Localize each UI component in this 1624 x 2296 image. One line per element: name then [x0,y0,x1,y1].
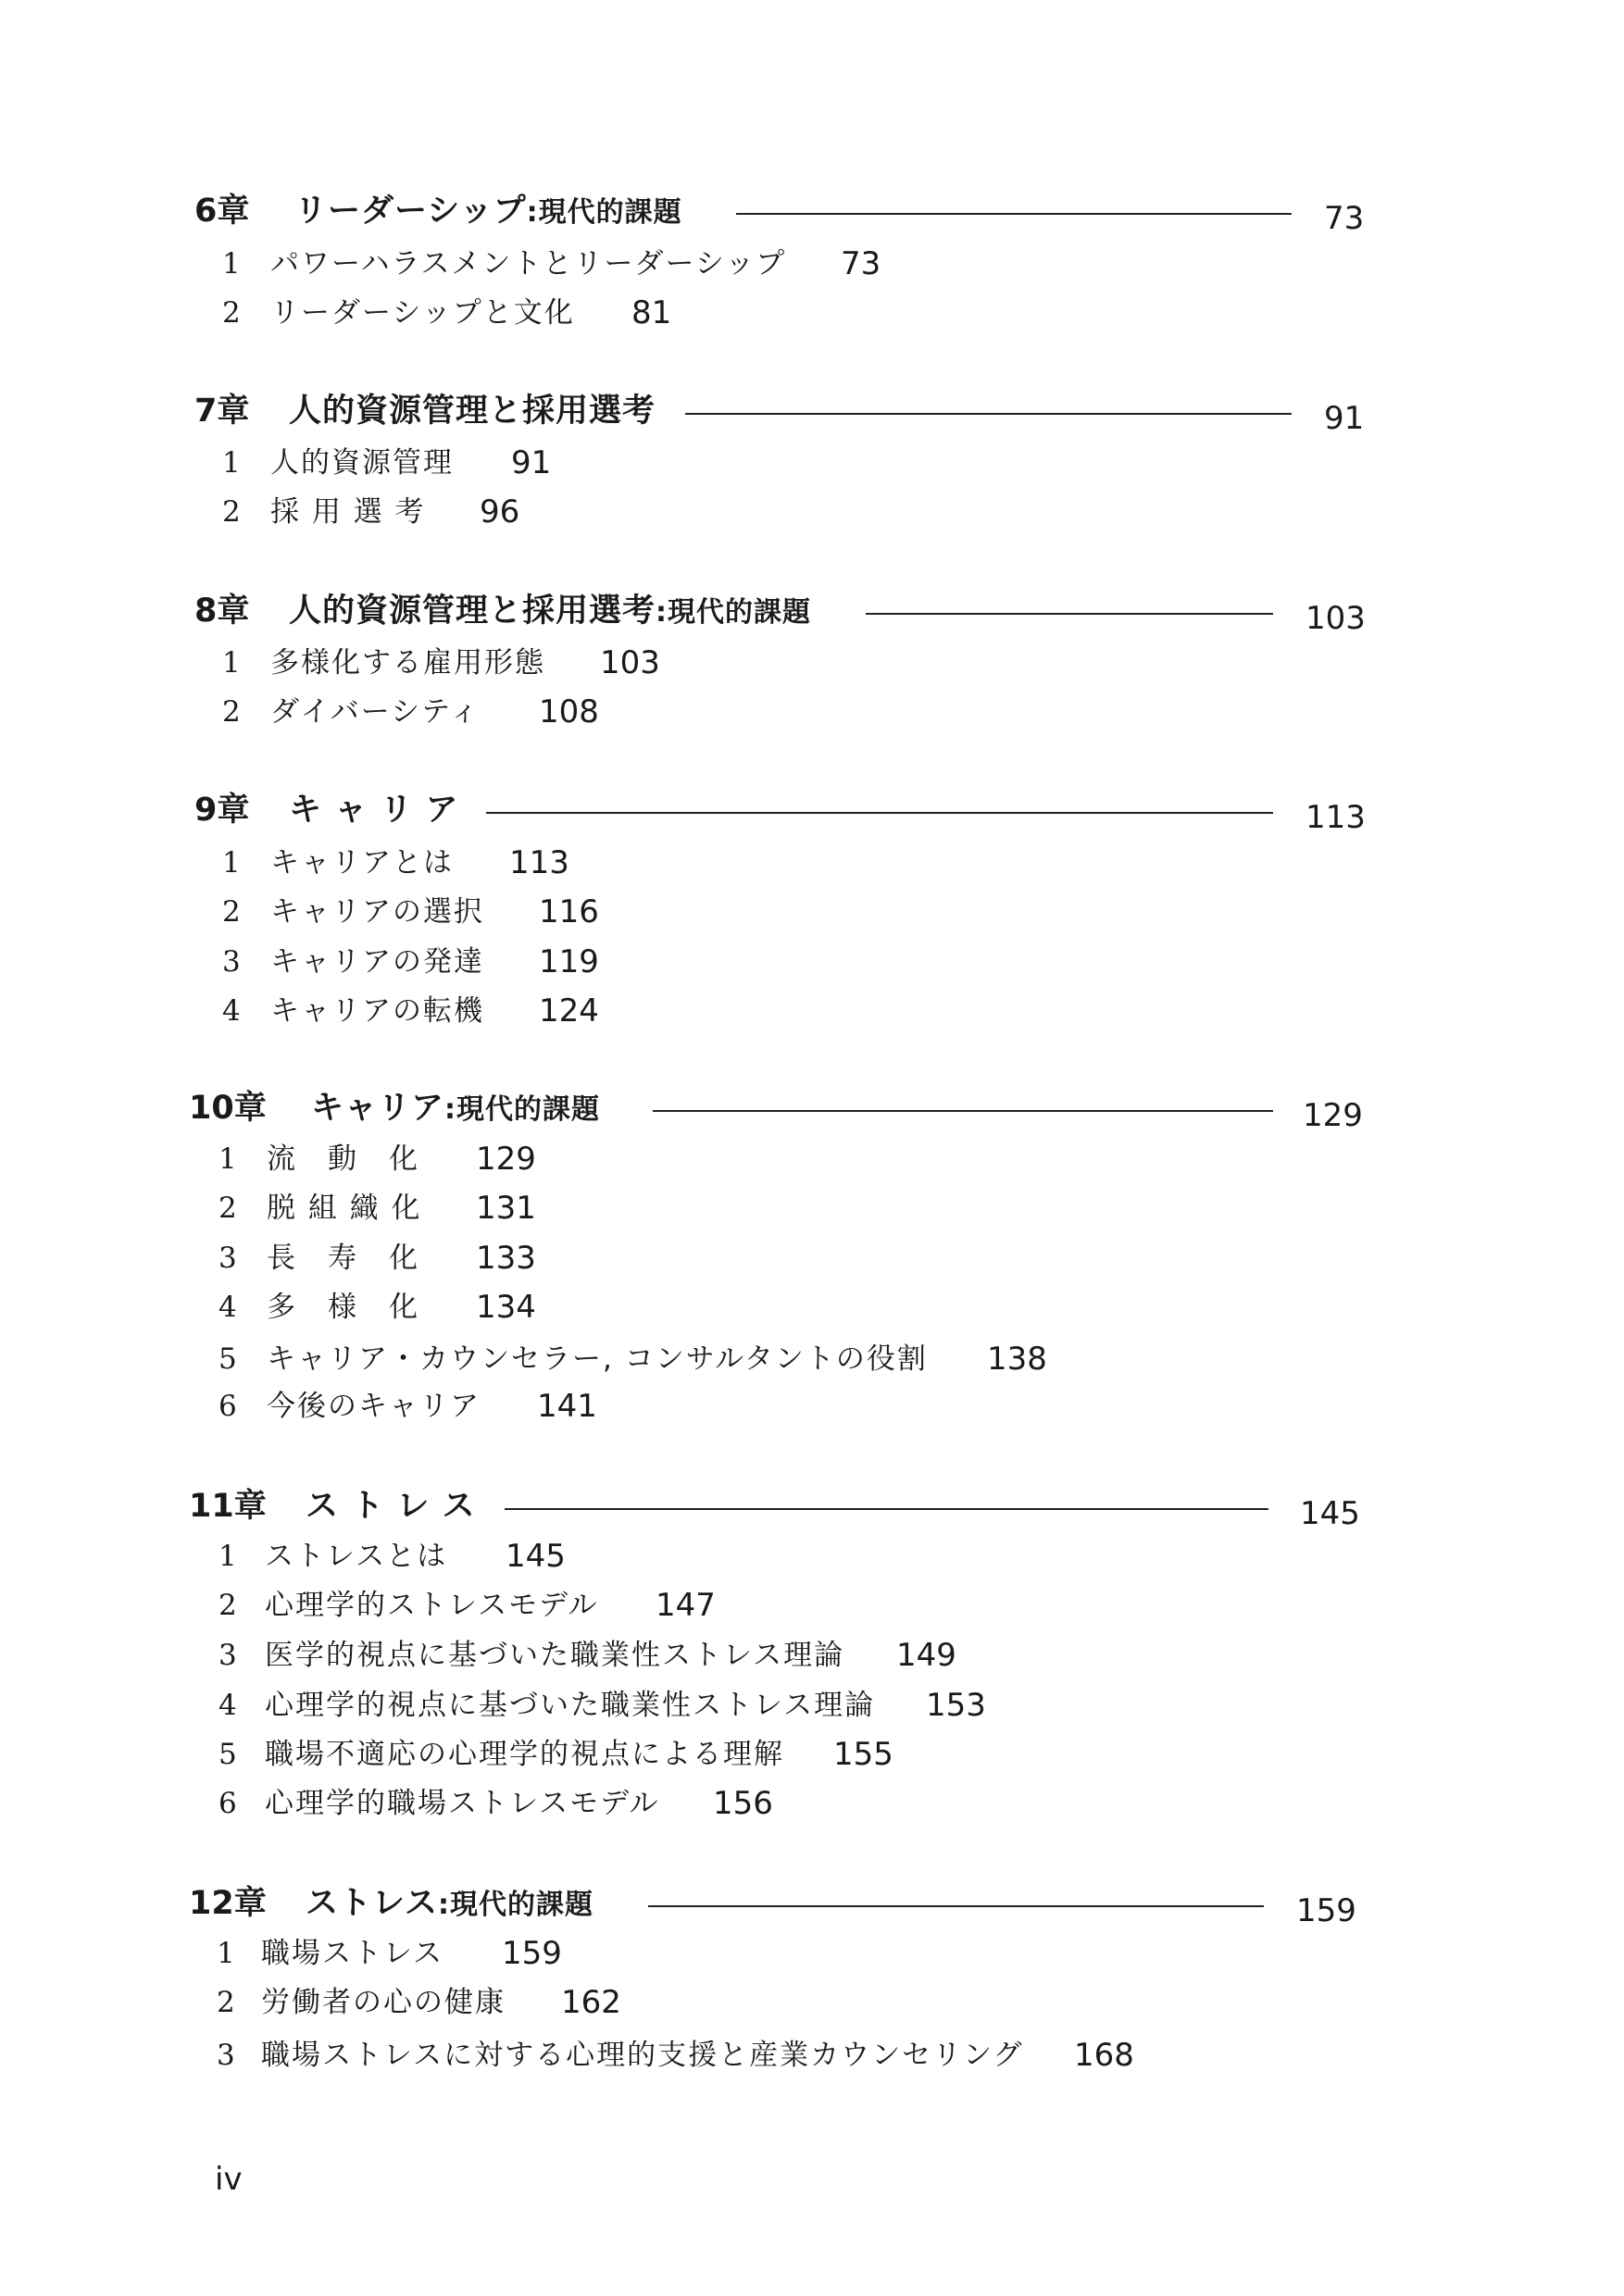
section-page: 145 [506,1538,566,1575]
chapter-heading [0,383,1624,439]
section-title: ストレスとは [265,1540,448,1573]
section-title: 心理学的ストレスモデル [265,1589,599,1622]
section-page: 156 [713,1785,773,1822]
section-number: 5 [219,1738,237,1771]
chapter-heading [0,183,1624,239]
section-number: 1 [222,247,241,281]
section-entry [0,987,1624,1035]
chapter-subtitle: :現代的課題 [444,1093,601,1126]
chapter-subtitle: :現代的課題 [437,1889,593,1921]
section-title: 今後のキャリア [267,1390,481,1423]
chapter-number: 6章 [194,193,250,230]
section-page: 147 [656,1587,716,1624]
chapter-page: 159 [1296,1892,1356,1929]
section-number: 4 [219,1291,237,1324]
section-entry [0,1730,1624,1778]
chapter-page: 145 [1300,1495,1360,1532]
section-entry [0,1335,1624,1383]
chapter-page: 91 [1324,400,1365,437]
section-entry [0,1978,1624,2027]
chapter-heading [0,583,1624,639]
chapter-number: 11章 [189,1488,267,1525]
chapter-page: 113 [1305,799,1366,836]
section-page: 81 [631,294,672,331]
section-page: 133 [476,1240,536,1277]
section-entry [0,639,1624,687]
chapter-number: 7章 [194,393,250,430]
leader-rule [648,1905,1264,1907]
section-number: 6 [219,1787,237,1820]
chapter-subtitle: :現代的課題 [656,596,812,629]
section-page: 73 [841,245,881,282]
chapter-title: キャリア:現代的課題 [311,1090,601,1127]
chapter-subtitle: :現代的課題 [526,196,682,229]
chapter-heading [0,1876,1624,1931]
section-title: 心理学的視点に基づいた職業性ストレス理論 [265,1689,876,1722]
section-page: 119 [539,943,599,980]
section-page: 141 [537,1388,597,1425]
section-number: 6 [219,1390,237,1423]
section-number: 5 [219,1342,237,1376]
section-title: 長 寿 化 [267,1242,419,1275]
section-number: 4 [219,1689,237,1722]
section-page: 153 [926,1687,986,1724]
section-page: 168 [1074,2037,1134,2074]
section-page: 149 [896,1637,956,1674]
section-title: キャリアの選択 [270,895,484,929]
section-number: 3 [219,1242,237,1275]
section-title: ダイバーシティ [270,695,481,729]
section-entry [0,839,1624,887]
section-title: 採 用 選 考 [270,495,426,529]
section-page: 91 [511,444,552,481]
section-title: 労働者の心の健康 [261,1986,506,2019]
section-entry [0,1779,1624,1828]
section-number: 1 [222,846,241,880]
section-page: 129 [476,1141,536,1178]
section-entry [0,2031,1624,2079]
section-entry [0,1681,1624,1729]
section-page: 124 [539,992,599,1029]
section-title: 職場不適応の心理学的視点による理解 [265,1738,784,1771]
chapter-page: 129 [1303,1097,1363,1134]
section-title: キャリアの発達 [270,945,484,979]
chapter-title: 人的資源管理と採用選考:現代的課題 [289,593,812,630]
section-title: キャリア・カウンセラー, コンサルタントの役割 [267,1342,928,1376]
section-number: 2 [219,1192,237,1225]
section-page: 155 [833,1736,893,1773]
section-number: 3 [222,945,241,979]
section-page: 113 [509,844,569,881]
section-page: 131 [476,1190,536,1227]
section-number: 4 [222,994,241,1028]
chapter-number: 9章 [194,792,250,829]
section-title: 流 動 化 [267,1142,419,1176]
section-entry [0,1929,1624,1978]
section-entry [0,938,1624,986]
section-number: 3 [217,2039,235,2072]
section-entry [0,1631,1624,1679]
section-number: 2 [222,695,241,729]
chapter-page: 73 [1324,200,1365,237]
chapter-heading [0,1080,1624,1136]
leader-rule [685,413,1292,415]
section-page: 96 [480,493,520,530]
section-title: キャリアとは [270,846,454,880]
section-entry [0,688,1624,736]
section-entry [0,1532,1624,1580]
section-title: 人的資源管理 [270,446,454,480]
chapter-title: 人的資源管理と採用選考 [289,393,656,430]
section-title: 多 様 化 [267,1291,419,1324]
page-folio: iv [215,2161,243,2198]
section-page: 108 [539,693,599,730]
section-entry [0,1382,1624,1430]
chapter-page: 103 [1305,600,1366,637]
section-title: パワーハラスメントとリーダーシップ [270,247,787,281]
chapter-title: ス ト レ ス [306,1488,476,1525]
section-number: 1 [217,1937,235,1970]
leader-rule [486,812,1273,814]
section-number: 1 [219,1142,237,1176]
section-entry [0,240,1624,288]
section-number: 2 [219,1589,237,1622]
section-number: 3 [219,1639,237,1672]
section-title: 心理学的職場ストレスモデル [265,1787,660,1820]
section-title: リーダーシップと文化 [270,296,575,330]
section-entry [0,488,1624,536]
chapter-number: 8章 [194,593,250,630]
section-entry [0,289,1624,337]
section-number: 1 [222,646,241,680]
leader-rule [505,1508,1268,1510]
section-entry [0,1283,1624,1331]
section-entry [0,1581,1624,1629]
section-page: 138 [987,1341,1047,1378]
section-page: 134 [476,1289,536,1326]
section-title: 多様化する雇用形態 [270,646,545,680]
section-title: 医学的視点に基づいた職業性ストレス理論 [265,1639,845,1672]
section-number: 2 [222,895,241,929]
section-title: 職場ストレス [261,1937,444,1970]
chapter-title: リーダーシップ:現代的課題 [294,193,682,230]
section-number: 2 [222,296,241,330]
leader-rule [736,213,1292,215]
section-entry [0,888,1624,936]
chapter-number: 12章 [189,1885,267,1922]
leader-rule [653,1110,1273,1112]
section-page: 103 [600,644,660,681]
section-entry [0,1135,1624,1183]
section-page: 116 [539,893,599,930]
section-number: 1 [219,1540,237,1573]
leader-rule [866,613,1273,615]
section-page: 159 [502,1935,562,1972]
section-number: 2 [217,1986,235,2019]
section-entry [0,439,1624,487]
chapter-heading [0,1479,1624,1534]
section-title: 脱 組 織 化 [267,1192,422,1225]
section-title: 職場ストレスに対する心理的支援と産業カウンセリング [261,2039,1024,2072]
section-page: 162 [561,1984,621,2021]
section-number: 1 [222,446,241,480]
chapter-number: 10章 [189,1090,267,1127]
chapter-heading [0,782,1624,838]
section-entry [0,1184,1624,1232]
section-number: 2 [222,495,241,529]
section-entry [0,1234,1624,1282]
section-title: キャリアの転機 [270,994,484,1028]
chapter-title: キ ャ リ ア [289,792,459,829]
chapter-title: ストレス:現代的課題 [306,1885,593,1922]
